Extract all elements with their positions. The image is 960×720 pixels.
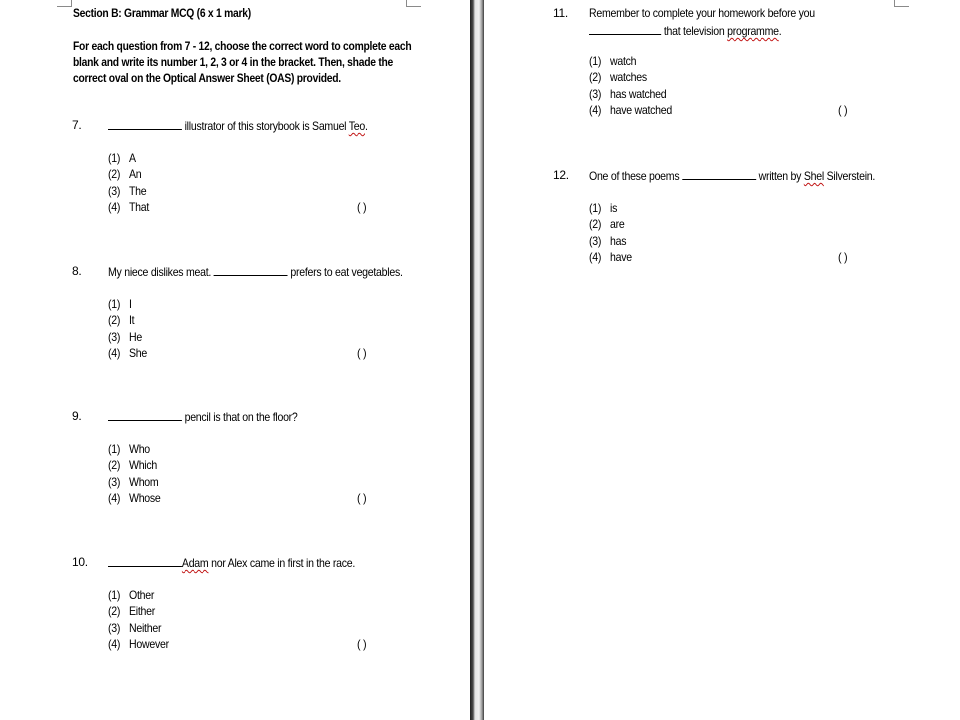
crop-mark [57, 0, 72, 7]
question-10 [72, 554, 462, 652]
option-list [108, 150, 470, 215]
option-3: (3) has watched [589, 86, 667, 101]
option-3: (3) He [108, 329, 142, 344]
document-page-left [0, 0, 470, 720]
option-4: (4) She ( ) [108, 345, 367, 360]
section-heading: Section B: Grammar MCQ (6 x 1 mark) [73, 6, 251, 20]
option-1: (1) is [589, 201, 618, 215]
option-2: (2) are [589, 217, 625, 232]
answer-blank [682, 167, 756, 180]
question-number: 7. [72, 118, 82, 132]
option-4: (4) That ( ) [108, 199, 367, 214]
option-4: (4) Whose ( ) [108, 490, 367, 505]
question-stem: pencil is that on the floor? [108, 408, 298, 426]
option-list [589, 53, 960, 118]
question-9 [72, 408, 462, 506]
question-stem: My niece dislikes meat. prefers to eat vegetables. [108, 265, 403, 279]
answer-blank [589, 22, 661, 35]
question-7 [72, 117, 462, 215]
option-2: (2) Which [108, 458, 158, 473]
option-1: (1) Other [108, 588, 155, 602]
option-list [108, 441, 470, 506]
answer-bracket: ( ) [357, 636, 367, 651]
question-stem-continued: that television programme. [589, 22, 941, 39]
question-number: 11. [553, 6, 568, 20]
option-2: (2) Either [108, 604, 156, 619]
option-3: (3) Whom [108, 474, 159, 489]
question-number: 10. [72, 555, 88, 569]
option-list [108, 587, 470, 652]
question-number: 12. [553, 168, 569, 182]
option-1: (1) A [108, 151, 136, 165]
question-stem: illustrator of this storybook is Samuel Teo. [108, 117, 368, 135]
answer-bracket: ( ) [357, 490, 367, 505]
question-8 [72, 263, 462, 361]
answer-blank [214, 263, 288, 276]
spellcheck-flag: Teo [348, 119, 365, 133]
spellcheck-flag: Adam [181, 556, 209, 570]
answer-bracket: ( ) [357, 199, 367, 214]
answer-blank [108, 554, 182, 567]
question-number: 9. [72, 409, 82, 423]
answer-bracket: ( ) [357, 345, 367, 360]
option-list [589, 200, 960, 265]
question-stem: One of these poems written by Shel Silverstein. [589, 169, 876, 183]
answer-bracket: ( ) [838, 249, 848, 264]
crop-mark [406, 0, 421, 7]
spellcheck-flag: Shel [803, 169, 824, 183]
question-11 [553, 5, 953, 118]
option-4: (4) have watched ( ) [589, 102, 848, 117]
answer-blank [108, 408, 182, 421]
answer-blank [108, 117, 182, 130]
page-gutter [470, 0, 484, 720]
option-3: (3) has [589, 233, 627, 248]
document-page-right [484, 0, 960, 720]
question-number: 8. [72, 264, 82, 278]
option-1: (1) watch [589, 54, 637, 68]
question-stem: Remember to complete your homework before you [589, 6, 815, 20]
option-2: (2) An [108, 167, 142, 182]
section-instructions: For each question from 7 - 12, choose the correct word to complete each blank and write its number 1, 2, 3 or 4 in the bracket. Then, shade the correct oval on the Optical Answer Sheet (OAS) provided. [73, 39, 412, 85]
option-list [108, 296, 470, 361]
spellcheck-flag: programme [727, 24, 779, 38]
answer-bracket: ( ) [838, 102, 848, 117]
option-4: (4) have ( ) [589, 249, 848, 264]
option-3: (3) Neither [108, 620, 162, 635]
option-3: (3) The [108, 183, 147, 198]
option-1: (1) Who [108, 442, 150, 456]
question-stem: Adam nor Alex came in first in the race. [108, 554, 355, 572]
question-12 [553, 167, 953, 265]
option-1: (1) I [108, 297, 132, 311]
option-2: (2) watches [589, 70, 647, 85]
option-2: (2) It [108, 313, 135, 328]
option-4: (4) However ( ) [108, 636, 367, 651]
